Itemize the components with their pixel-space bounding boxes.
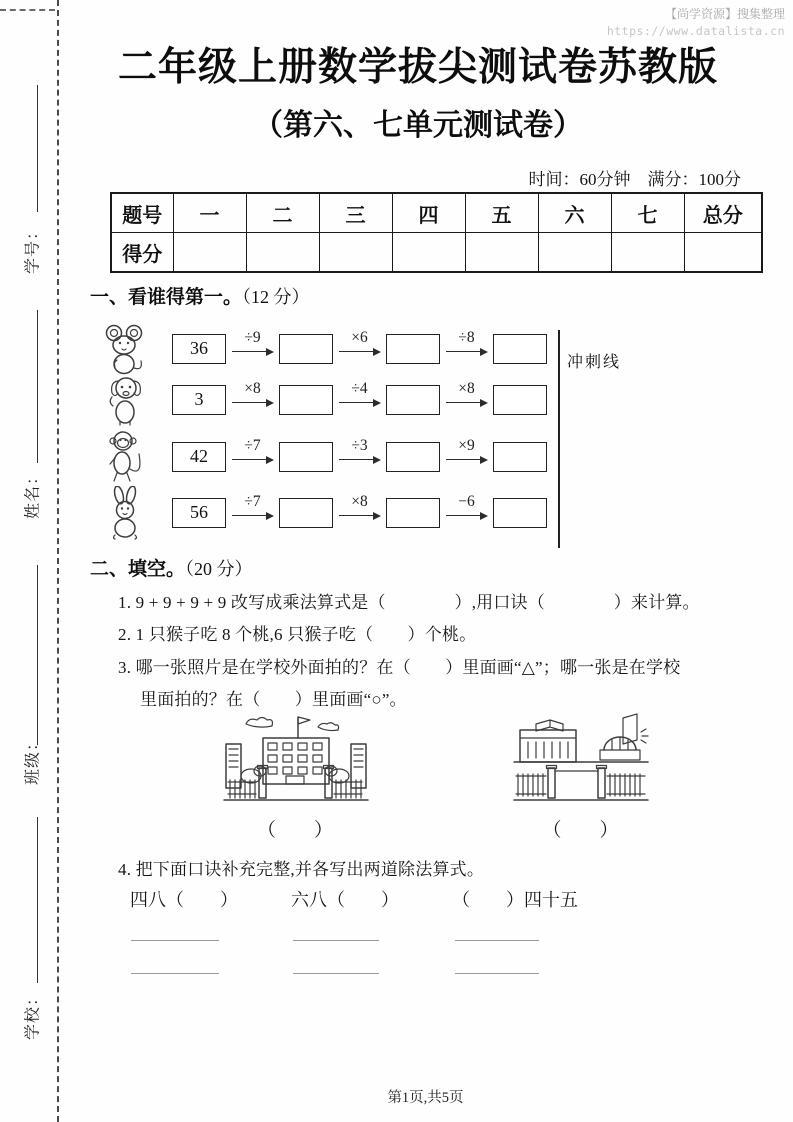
score-cell-empty <box>684 233 762 273</box>
score-cell-empty <box>173 233 246 273</box>
operation-label: ÷3 <box>351 437 368 454</box>
arrow-icon <box>446 351 486 352</box>
question-number-header: 题号 <box>111 193 173 233</box>
chain-row <box>99 373 550 427</box>
section1-heading-text: 一、看谁得第一。 <box>90 287 243 308</box>
score-cell-empty <box>392 233 465 273</box>
col-header: 六 <box>538 193 611 233</box>
score-cell-empty <box>538 233 611 273</box>
margin-write-line <box>37 565 38 745</box>
mnemonic-item: 六八（ ） <box>291 890 399 910</box>
arrow-icon <box>339 402 379 403</box>
col-header: 二 <box>246 193 319 233</box>
answer-box <box>386 334 440 364</box>
operation-label: ×8 <box>351 493 368 510</box>
question-3-line1: 3. 哪一张照片是在学校外面拍的？在（ ）里面画“△”；哪一张是在学校 <box>118 658 681 677</box>
page-number: 第1页,共5页 <box>387 1090 464 1106</box>
arrow-icon <box>446 515 486 516</box>
chain-operation-arrow <box>231 437 274 474</box>
question-4: 4. 把下面口诀补充完整,并各写出两道除法算式。 <box>118 860 485 879</box>
answer-box <box>386 498 440 528</box>
chain-operation-arrow <box>338 380 381 417</box>
arrow-icon <box>232 459 272 460</box>
chain-operation-arrow <box>445 493 488 530</box>
col-header: 三 <box>319 193 392 233</box>
chain-operation-arrow <box>445 380 488 417</box>
answer-blank-line <box>455 940 539 941</box>
margin-write-line <box>37 310 38 463</box>
operation-label: ÷9 <box>244 329 261 346</box>
arrow-icon <box>339 459 379 460</box>
answer-box <box>493 385 547 415</box>
school-label: 学校： <box>24 989 42 1041</box>
school-photo-illustration <box>222 710 370 814</box>
student-name-label: 姓名： <box>24 468 42 520</box>
watermark-url: https://www.datalista.cn <box>606 24 785 39</box>
photo-caption: （ ） <box>256 820 333 841</box>
chain-operation-arrow <box>338 329 381 366</box>
table-row <box>111 233 762 273</box>
margin-dashed-divider <box>57 0 59 1122</box>
score-row-label: 得分 <box>111 233 173 273</box>
chain-row <box>99 430 550 484</box>
col-header: 七 <box>611 193 684 233</box>
arrow-icon <box>339 351 379 352</box>
answer-box <box>279 385 333 415</box>
street-photo-illustration <box>512 712 650 812</box>
watermark-credit: 【尚学资源】搜集整理 <box>664 7 785 21</box>
class-label: 班级： <box>24 734 42 786</box>
question-3-line2: 里面拍的？在（ ）里面画“○”。 <box>140 690 407 709</box>
margin-write-line <box>37 817 38 983</box>
question-1: 1. 9 + 9 + 9 + 9 改写成乘法算式是（ ）,用口诀（ ）来计算。 <box>118 593 700 612</box>
answer-box <box>493 334 547 364</box>
section2-score: （20 分） <box>185 559 253 579</box>
answer-box <box>279 498 333 528</box>
score-cell-empty <box>611 233 684 273</box>
arrow-icon <box>446 459 486 460</box>
table-row <box>111 193 762 233</box>
chain-start-value: 36 <box>172 334 226 364</box>
answer-blank-line <box>293 973 379 974</box>
operation-label: ÷8 <box>458 329 475 346</box>
mnemonic-item: 四八（ ） <box>130 890 238 910</box>
answer-box <box>493 498 547 528</box>
answer-box <box>386 385 440 415</box>
answer-box <box>386 442 440 472</box>
operation-label: ×8 <box>244 380 261 397</box>
score-table <box>110 192 763 273</box>
score-cell-empty <box>465 233 538 273</box>
score-cell-empty <box>319 233 392 273</box>
operation-label: ÷4 <box>351 380 368 397</box>
section2-heading <box>90 554 253 581</box>
chain-operation-arrow <box>445 437 488 474</box>
arrow-icon <box>339 515 379 516</box>
finish-line <box>558 330 560 548</box>
answer-blank-line <box>293 940 379 941</box>
photo-caption: （ ） <box>542 820 619 841</box>
total-header: 总分 <box>684 193 762 233</box>
chain-operation-arrow <box>231 329 274 366</box>
answer-box <box>279 334 333 364</box>
chain-operation-arrow <box>338 493 381 530</box>
student-id-label: 学号： <box>24 223 42 275</box>
chain-row <box>99 322 550 376</box>
page-subtitle: （第六、七单元测试卷） <box>253 109 583 142</box>
rabbit-icon <box>99 487 151 539</box>
arrow-icon <box>446 402 486 403</box>
score-cell-empty <box>246 233 319 273</box>
answer-blank-line <box>131 940 219 941</box>
chain-operation-arrow <box>445 329 488 366</box>
chain-start-value: 42 <box>172 442 226 472</box>
finish-line-label: 冲刺线 <box>567 354 622 371</box>
watermark <box>607 6 785 40</box>
question-2: 2. 1 只猴子吃 8 个桃,6 只猴子吃（ ）个桃。 <box>118 625 477 644</box>
section1-score: （12 分） <box>242 287 310 307</box>
operation-label: −6 <box>458 493 475 510</box>
monkey-icon <box>99 431 151 483</box>
section2-heading-text: 二、填空。 <box>90 559 186 580</box>
arrow-icon <box>232 351 272 352</box>
col-header: 四 <box>392 193 465 233</box>
chain-start-value: 56 <box>172 498 226 528</box>
chain-start-value: 3 <box>172 385 226 415</box>
mouse-icon <box>99 323 151 375</box>
chain-operation-arrow <box>231 493 274 530</box>
corner-mark <box>0 9 55 11</box>
col-header: 一 <box>173 193 246 233</box>
chain-operation-arrow <box>231 380 274 417</box>
mnemonic-item: （ ）四十五 <box>452 890 578 910</box>
answer-box <box>493 442 547 472</box>
arrow-icon <box>232 402 272 403</box>
answer-blank-line <box>131 973 219 974</box>
time-score-info: 时间：60分钟 满分：100分 <box>528 170 741 189</box>
answer-blank-line <box>455 973 539 974</box>
page-title: 二年级上册数学拔尖测试卷苏教版 <box>117 46 718 89</box>
answer-box <box>279 442 333 472</box>
chain-row <box>99 486 550 540</box>
operation-label: ÷7 <box>244 493 261 510</box>
dog-icon <box>99 374 151 426</box>
section1-heading <box>90 282 310 309</box>
chain-operation-arrow <box>338 437 381 474</box>
arrow-icon <box>232 515 272 516</box>
operation-label: ×9 <box>458 437 475 454</box>
operation-label: ×8 <box>458 380 475 397</box>
operation-label: ×6 <box>351 329 368 346</box>
margin-write-line <box>37 85 38 212</box>
operation-label: ÷7 <box>244 437 261 454</box>
col-header: 五 <box>465 193 538 233</box>
